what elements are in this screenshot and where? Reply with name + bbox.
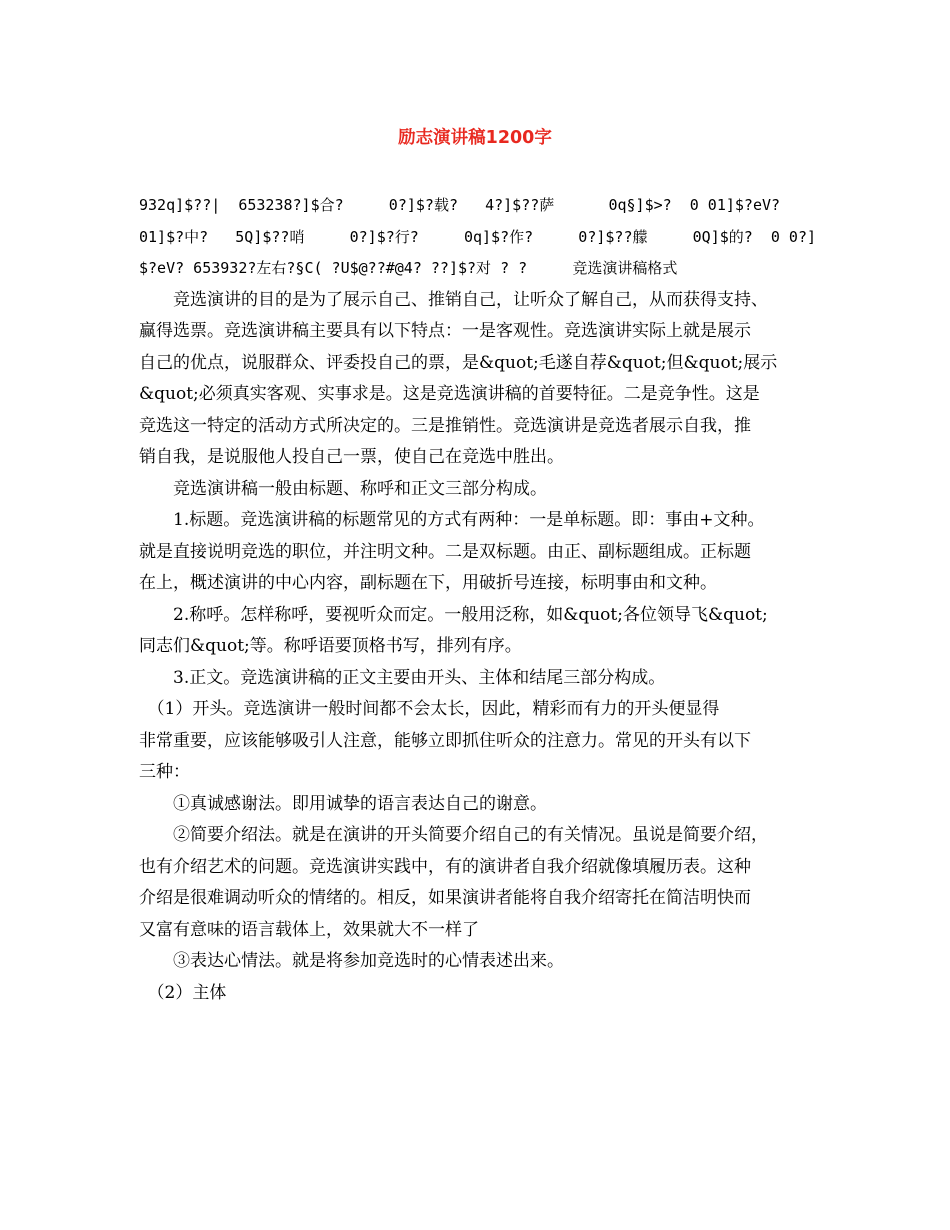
body-text-line: ①真诚感谢法。即用诚挚的语言表达自己的谢意。 xyxy=(139,793,547,814)
body-text-line: ③表达心情法。就是将参加竞选时的心情表述出来。 xyxy=(139,951,564,971)
body-text-line: 同志们&quot;等。称呼语要顶格书写，排列有序。 xyxy=(139,636,522,656)
body-text-line: 竞选演讲的目的是为了展示自己、推销自己，让听众了解自己，从而获得支持、 xyxy=(139,289,768,310)
body-text-line: （2）主体 xyxy=(139,982,227,1003)
garbled-text-line: $?eV? 653932?左右?§C( ?U$@??#@4? ??]$?对 ? ? 竞选演讲稿格式 xyxy=(139,259,678,277)
body-text-line: 赢得选票。竞选演讲稿主要具有以下特点：一是客观性。竞选演讲实际上就是展示 xyxy=(139,321,751,341)
body-text-line: 竞选这一特定的活动方式所决定的。三是推销性。竞选演讲是竞选者展示自我，推 xyxy=(139,415,751,436)
body-text-line: 3.正文。竞选演讲稿的正文主要由开头、主体和结尾三部分构成。 xyxy=(139,667,666,688)
body-text-line: （1）开头。竞选演讲一般时间都不会太长，因此，精彩而有力的开头便显得 xyxy=(139,699,720,719)
document-title: 励志演讲稿1200字 xyxy=(398,128,552,148)
body-text-line: &quot;必须真实客观、实事求是。这是竞选演讲稿的首要特征。二是竞争性。这是 xyxy=(139,384,760,404)
body-text-line: 三种： xyxy=(139,762,190,782)
body-text-line: 介绍是很难调动听众的情绪的。相反，如果演讲者能将自我介绍寄托在简洁明快而 xyxy=(139,888,751,908)
body-text-line: 非常重要，应该能够吸引人注意，能够立即抓住听众的注意力。常见的开头有以下 xyxy=(139,730,751,751)
garbled-text-line: 932q]$??| 653238?]$合? 0?]$?载? 4?]$??萨 0q§]$>? 0 01]$?eV? xyxy=(139,196,781,214)
body-text-line: 销自我，是说服他人投自己一票，使自己在竞选中胜出。 xyxy=(139,447,564,467)
document-body xyxy=(139,190,829,1009)
body-text-line: 就是直接说明竞选的职位，并注明文种。二是双标题。由正、副标题组成。正标题 xyxy=(139,541,751,562)
body-text-line: 2.称呼。怎样称呼，要视听众而定。一般用泛称，如&quot;各位领导飞&quot; xyxy=(139,604,768,625)
body-text-line: 又富有意味的语言载体上，效果就大不一样了 xyxy=(139,919,479,940)
body-text-line: ②简要介绍法。就是在演讲的开头简要介绍自己的有关情况。虽说是简要介绍， xyxy=(139,825,768,845)
garbled-text-line: 01]$?中? 5Q]$??哨 0?]$?行? 0q]$?作? 0?]$??艨 0Q]$的? 0 0?] xyxy=(139,227,817,246)
body-text-line: 也有介绍艺术的问题。竞选演讲实践中，有的演讲者自我介绍就像填履历表。这种 xyxy=(139,856,751,877)
body-text-line: 在上，概述演讲的中心内容，副标题在下，用破折号连接，标明事由和文种。 xyxy=(139,573,717,593)
body-text-line: 1.标题。竞选演讲稿的标题常见的方式有两种：一是单标题。即：事由+文种。 xyxy=(139,510,765,530)
body-text-line: 竞选演讲稿一般由标题、称呼和正文三部分构成。 xyxy=(139,478,547,499)
body-text-line: 自己的优点，说服群众、评委投自己的票，是&quot;毛遂自荐&quot;但&quot;展示 xyxy=(139,352,778,373)
